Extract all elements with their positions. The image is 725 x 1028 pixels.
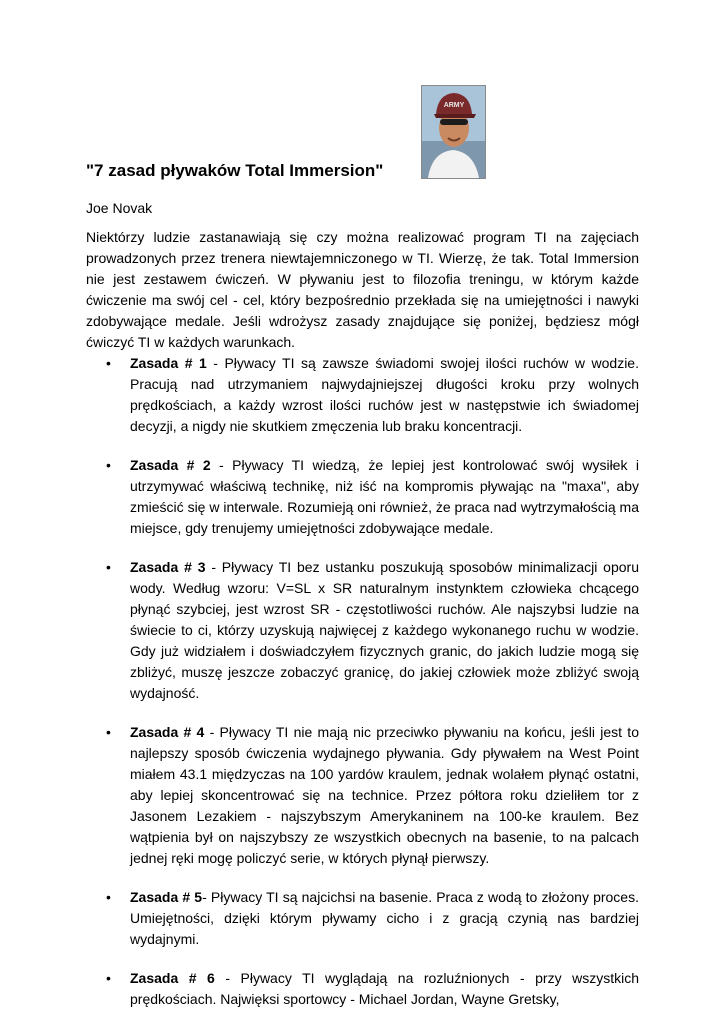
rule-item-2 [86, 455, 639, 539]
rule-text: - Pływacy TI nie mają nic przeciwko pływaniu na końcu, jeśli jest to najlepszy sposób ćwiczenia wydajnego pływania. Gdy pływałem na West Point miałem 43.1 międzyczas na 100 yardów kraulem, jednak wolałem płynąć ostatni, aby lepiej skoncentrować się na technice. Przez półtora roku dzieliłem tor z Jasonem Lezakiem - najszybszym Amerykaninem na 100-ke kraulem. Bez wątpienia był on najszybszy ze wszystkich obecnych na basenie, to na palcach jednej ręki mogę policzyć serie, w których płynął pierwszy. [130, 724, 639, 866]
rule-label: Zasada # 2 [130, 457, 211, 473]
bullet-icon: • [106, 889, 111, 905]
rule-text: - Pływacy TI wyglądają na rozluźnionych - przy wszystkich prędkościach. Najwięksi sportowcy - Michael Jordan, Wayne Gretsky, [130, 970, 639, 1007]
rule-text: - Pływacy TI wiedzą, że lepiej jest kontrolować swój wysiłek i utrzymywać właściwą technikę, niż iść na kompromis pływając na "maxa", aby zmieścić się w interwale. Rozumieją oni również, że praca nad wytrzymałością ma miejsce, gdy trenujemy umiejętności zdobywające medale. [130, 457, 639, 536]
rule-label: Zasada # 1 [130, 355, 207, 371]
rule-label: Zasada # 4 [130, 724, 205, 740]
rule-item-6 [86, 968, 639, 1010]
bullet-icon: • [106, 724, 111, 740]
rule-text: - Pływacy TI są najcichsi na basenie. Praca z wodą to złożony proces. Umiejętności, dzięki którym pływamy cicho i z gracją czynią nas bardziej wydajnymi. [130, 889, 639, 947]
rule-item-3 [86, 557, 639, 704]
bullet-icon: • [106, 355, 111, 371]
author-portrait-image [422, 86, 485, 178]
rule-label: Zasada # 3 [130, 559, 206, 575]
rule-label: Zasada # 6 [130, 970, 215, 986]
bullet-icon: • [106, 970, 111, 986]
rule-item-5 [86, 887, 639, 950]
article-intro: Niektórzy ludzie zastanawiają się czy można realizować program TI na zajęciach prowadzonych przez trenera niewtajemniczonego w TI. Wierzę, że tak. Total Immersion nie jest zestawem ćwiczeń. W pływaniu jest to filozofia treningu, w którym każde ćwiczenie ma swój cel - cel, który bezpośrednio przekłada się na umiejętności i nawyki zdobywające medale. Jeśli wdrożysz zasady znajdujące się poniżej, będziesz mógł ćwiczyć TI w każdych warunkach. [86, 229, 639, 350]
bullet-icon: • [106, 457, 111, 473]
rule-text: - Pływacy TI są zawsze świadomi swojej ilości ruchów w wodzie. Pracują nad utrzymaniem najwydajniejszej długości kroku przy wolnych prędkościach, a każdy wzrost ilości ruchów jest w następstwie ich świadomej decyzji, a nigdy nie skutkiem zmęczenia lub braku koncentracji. [130, 355, 639, 434]
cap-lettering: ARMY [443, 102, 465, 109]
article-title: "7 zasad pływaków Total Immersion" [86, 161, 384, 180]
author-photo [421, 85, 486, 179]
bullet-icon: • [106, 559, 111, 575]
rule-item-4 [86, 722, 639, 869]
article-author: Joe Novak [86, 200, 153, 216]
rule-text: - Pływacy TI bez ustanku poszukują sposobów minimalizacji oporu wody. Według wzoru: V=SL x SR naturalnym instynktem człowieka chcącego płynąć szybciej, jest wzrost SR - częstotliwości ruchów. Ale najszybsi ludzie na świecie to ci, którzy uzyskują najwięcej z każdego wykonanego ruchu w wodzie. Gdy już widziałem i doświadczyłem fizycznych granic, do jakich ludzie mogą się zbliżyć, muszę jeszcze zobaczyć granicę, do jakiej człowiek może zbliżyć swoją wydajność. [130, 559, 639, 701]
rule-item-1 [86, 353, 639, 437]
rule-label: Zasada # 5 [130, 889, 203, 905]
rules-list [86, 353, 639, 1028]
